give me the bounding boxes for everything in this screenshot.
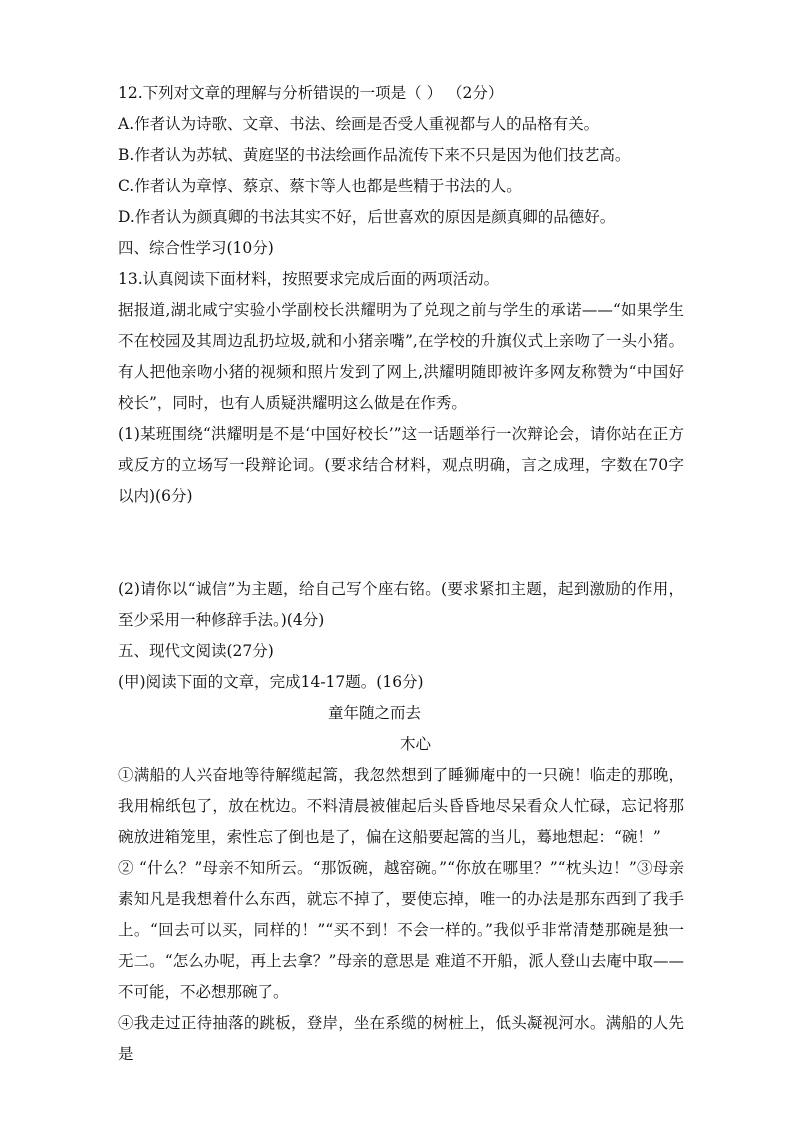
article-paragraph-2: ② “什么？”母亲不知所云。“那饭碗，越窑碗。”“你放在哪里？”“枕头边！”③母亲素知凡是我想着什么东西，就忘不掉了，要使忘掉，唯一的办法是那东西到了我手上。“回去可以买，同样的！”“买不到！不会一样的。”我似乎非常清楚那碗是独一无二。“怎么办呢，再上去拿？”母亲的意思是 难道不开船，派人登山去庵中取——不可能，不必想那碗了。	[118, 859, 684, 1001]
article-author: 木心	[400, 735, 432, 753]
section-5-heading: 五、现代文阅读(27分)	[118, 642, 274, 660]
article-paragraph-1: ①满船的人兴奋地等待解缆起篙，我忽然想到了睡狮庵中的一只碗！临走的那晚，我用棉纸包了，放在枕边。不料清晨被催起后头昏昏地尽呆看众人忙碌，忘记将那碗放进箱笼里，索性忘了倒也是了，偏在这船要起篙的当儿，蓦地想起：“碗！”	[118, 766, 684, 846]
reading-a-instruction: (甲)阅读下面的文章，完成14-17题。(16分)	[118, 673, 424, 691]
article-title: 童年随之而去	[328, 704, 422, 722]
q13-task-1: (1)某班围绕“洪耀明是不是‘中国好校长’”这一话题举行一次辩论会，请你站在正方或反方的立场写一段辩论词。(要求结合材料，观点明确，言之成理，字数在70字以内)(6分)	[118, 425, 684, 505]
q12-option-d: D.作者认为颜真卿的书法其实不好，后世喜欢的原因是颜真卿的品德好。	[118, 208, 616, 226]
answer-space	[118, 512, 684, 574]
q12-option-b: B.作者认为苏轼、黄庭坚的书法绘画作品流传下来不只是因为他们技艺高。	[118, 146, 631, 164]
q13-stem: 13.认真阅读下面材料，按照要求完成后面的两项活动。	[118, 270, 500, 288]
q12-stem: 12.下列对文章的理解与分析错误的一项是（ ） （2分）	[118, 84, 504, 102]
section-4-heading: 四、综合性学习(10分)	[118, 239, 274, 257]
q12-option-a: A.作者认为诗歌、文章、书法、绘画是否受人重视都与人的品格有关。	[118, 115, 600, 133]
q13-task-2: (2)请你以“诚信”为主题，给自己写个座右铭。(要求紧扣主题，起到激励的作用，至少采用一种修辞手法。)(4分)	[118, 580, 684, 629]
document-page	[118, 78, 684, 1070]
q13-material: 据报道,湖北咸宁实验小学副校长洪耀明为了兑现之前与学生的承诺——“如果学生不在校园及其周边乱扔垃圾,就和小猪亲嘴”,在学校的升旗仪式上亲吻了一头小猪。有人把他亲吻小猪的视频和照片发到了网上,洪耀明随即被许多网友称赞为“中国好校长”，同时，也有人质疑洪耀明这么做是在作秀。	[118, 301, 684, 412]
q12-option-c: C.作者认为章惇、蔡京、蔡卞等人也都是些精于书法的人。	[118, 177, 522, 195]
article-paragraph-3: ④我走过正待抽落的跳板，登岸，坐在系缆的树桩上，低头凝视河水。满船的人先是	[118, 1014, 684, 1063]
